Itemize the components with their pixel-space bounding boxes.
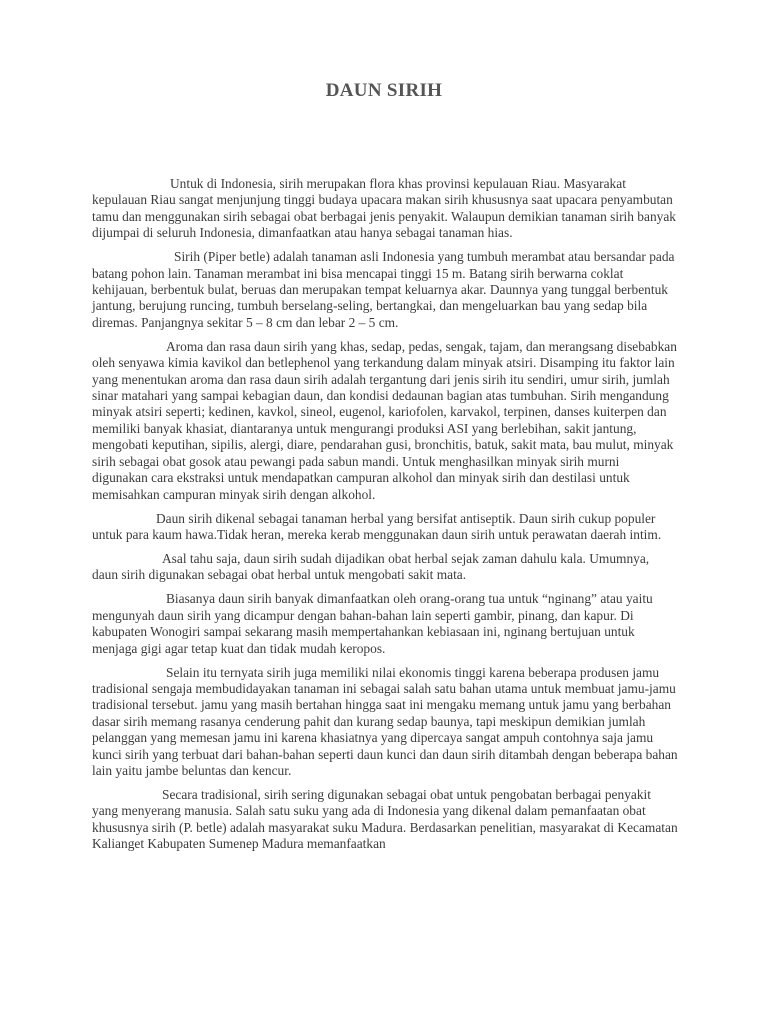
document-title: DAUN SIRIH: [325, 80, 443, 101]
paragraph-2: [92, 249, 678, 331]
paragraph-1: [92, 176, 678, 242]
paragraph-8: [92, 787, 678, 853]
paragraph-5-text: Asal tahu saja, daun sirih sudah dijadikan obat herbal sejak zaman dahulu kala. Umumnya, daun sirih digunakan sebagai obat herbal untuk mengobati sakit mata.: [92, 550, 650, 583]
paragraph-6: [92, 591, 678, 657]
document-body: [92, 176, 678, 860]
paragraph-2-text: Sirih (Piper betle) adalah tanaman asli Indonesia yang tumbuh merambat atau bersandar pada batang pohon lain. Tanaman merambat ini bisa mencapai tinggi 15 m. Batang sirih berwarna coklat kehijauan, berbentuk bulat, beruas dan merupakan tempat keluarnya akar. Daunnya yang tunggal berbentuk jantung, berujung runcing, tumbuh berselang-seling, bertangkai, dan mengeluarkan bau yang sedap bila diremas. Panjangnya sekitar 5 – 8 cm dan lebar 2 – 5 cm.: [92, 249, 675, 330]
paragraph-3-text: Aroma dan rasa daun sirih yang khas, sedap, pedas, sengak, tajam, dan merangsang disebabkan oleh senyawa kimia kavikol dan betlephenol yang terkandung dalam minyak atsiri. Disamping itu faktor lain yang menentukan aroma dan rasa daun sirih adalah tergantung dari jenis sirih itu sendiri, umur sirih, jumlah sinar matahari yang sampai kebagian daun, dan kondisi dedaunan bagian atas tumbuhan. Sirih mengandung minyak atsiri seperti; kedinen, kavkol, sineol, eugenol, kariofolen, karvakol, terpinen, danses kuiterpen dan memiliki banyak khasiat, diantaranya untuk mengurangi produksi ASI yang berlebihan, sakit jantung, mengobati keputihan, sipilis, alergi, diare, pendarahan gusi, bronchitis, batuk, sakit mata, bau mulut, minyak sirih sebagai obat gosok atau pewangi pada sabun mandi. Untuk menghasilkan minyak sirih murni digunakan cara ekstraksi untuk mendapatkan campuran alkohol dan minyak sirih dan destilasi untuk memisahkan campuran minyak sirih dengan alkohol.: [92, 338, 677, 502]
paragraph-5: [92, 551, 678, 584]
paragraph-1-text: Untuk di Indonesia, sirih merupakan flora khas provinsi kepulauan Riau. Masyarakat kepulauan Riau sangat menjunjung tinggi budaya upacara makan sirih khususnya saat upacara penyambutan tamu dan menggunakan sirih sebagai obat berbagai jenis penyakit. Walaupun demikian tanaman sirih banyak dijumpai di seluruh Indonesia, dimanfaatkan atau hanya sebagai tanaman hias.: [92, 176, 676, 241]
paragraph-7: [92, 665, 678, 780]
paragraph-7-text: Selain itu ternyata sirih juga memiliki nilai ekonomis tinggi karena beberapa produsen jamu tradisional sengaja membudidayakan tanaman ini sebagai salah satu bahan utama untuk membuat jamu-jamu tradisional tersebut. jamu yang masih bertahan hingga saat ini mengaku memang untuk jamu yang berbahan dasar sirih memang rasanya cenderung pahit dan kurang sedap baunya, tapi meskipun demikian jumlah pelanggan yang memesan jamu ini karena khasiatnya yang dipercaya sangat ampuh contohnya saja jamu kunci sirih yang terbuat dari bahan-bahan seperti daun kunci dan daun sirih ditambah dengan beberapa bahan lain yaitu jambe beluntas dan kencur.: [92, 664, 678, 778]
paragraph-8-text: Secara tradisional, sirih sering digunakan sebagai obat untuk pengobatan berbagai penyakit yang menyerang manusia. Salah satu suku yang ada di Indonesia yang dikenal dalam pemanfaatan obat khususnya sirih (P. betle) adalah masyarakat suku Madura. Berdasarkan penelitian, masyarakat di Kecamatan Kalianget Kabupaten Sumenep Madura memanfaatkan: [92, 786, 678, 852]
paragraph-4: [92, 511, 678, 544]
paragraph-3: [92, 339, 678, 503]
paragraph-6-text: Biasanya daun sirih banyak dimanfaatkan oleh orang-orang tua untuk “nginang” atau yaitu mengunyah daun sirih yang dicampur dengan bahan-bahan lain seperti gambir, pinang, dan kapur. Di kabupaten Wonogiri sampai sekarang masih mempertahankan kebiasaan ini, nginang bertujuan untuk menjaga gigi agar tetap kuat dan tidak mudah keropos.: [92, 591, 653, 656]
paragraph-4-text: Daun sirih dikenal sebagai tanaman herbal yang bersifat antiseptik. Daun sirih cukup populer untuk para kaum hawa.Tidak heran, mereka kerab menggunakan daun sirih untuk perawatan daerah intim.: [92, 510, 662, 542]
